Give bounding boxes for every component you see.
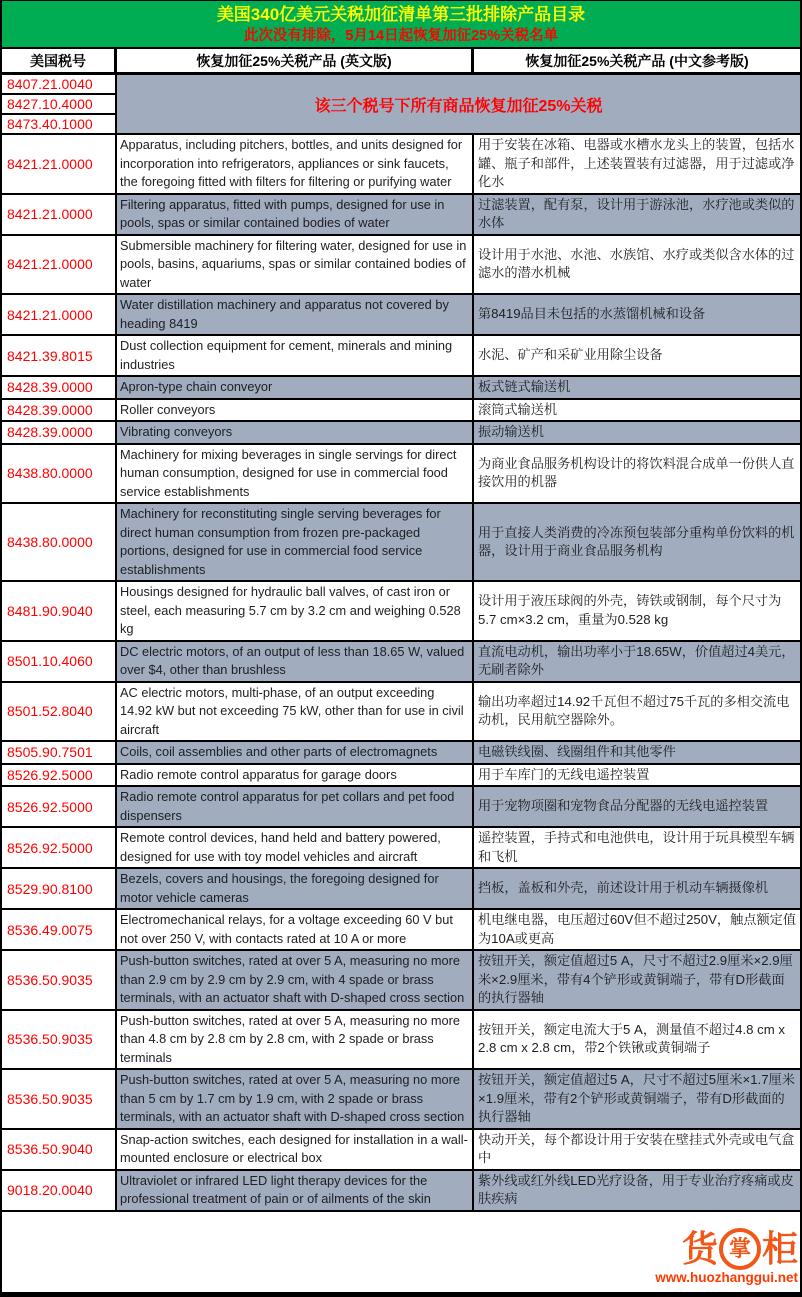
row-desc-english: Push-button switches, rated at over 5 A, measuring no more than 5 cm by 1.7 cm by 1.9 cm, with 2 spade or brass terminals, with an actuator shaft with D-shaped cross section bbox=[117, 1070, 474, 1128]
huozhanggui-watermark bbox=[655, 1228, 798, 1286]
column-header-chinese: 恢复加征25%关税产品 (中文参考版) bbox=[525, 52, 749, 69]
row-desc-english: Apparatus, including pitchers, bottles, and units designed for incorporation into refrigerators, appliances or sink faucets, the foregoing fitted with filters for filtering or purifying water bbox=[117, 135, 474, 193]
row-tariff-code: 8481.90.9040 bbox=[2, 582, 117, 640]
row-desc-english: Ultraviolet or infrared LED light therapy devices for the professional treatment of pain or of ailments of the skin bbox=[117, 1171, 474, 1210]
row-desc-english: Vibrating conveyors bbox=[117, 422, 474, 443]
table-row bbox=[2, 400, 800, 423]
row-tariff-code: 8529.90.8100 bbox=[2, 869, 117, 908]
table-row bbox=[2, 195, 800, 236]
table-row bbox=[2, 1011, 800, 1071]
brand-char: 货 bbox=[681, 1228, 718, 1269]
row-desc-chinese: 直流电动机，输出功率小于18.65W，价值超过4美元，无刷者除外 bbox=[474, 642, 800, 681]
row-tariff-code: 8428.39.0000 bbox=[2, 400, 117, 421]
table-row bbox=[2, 951, 800, 1011]
brand-char: 掌 bbox=[728, 1236, 751, 1261]
row-tariff-code: 8536.50.9040 bbox=[2, 1130, 117, 1169]
tariff-code: 8427.10.4000 bbox=[2, 95, 115, 115]
table-row bbox=[2, 336, 800, 377]
banner-subtitle: 此次没有排除，5月14日起恢复加征25%关税名单 bbox=[243, 27, 559, 44]
table-row bbox=[2, 582, 800, 642]
row-desc-english: Snap-action switches, each designed for installation in a wall-mounted enclosure or electrical box bbox=[117, 1130, 474, 1169]
row-desc-chinese: 用于直接人类消费的冷冻预包装部分重构单份饮料的机器，设计用于商业食品服务机构 bbox=[474, 504, 800, 580]
row-tariff-code: 9018.20.0040 bbox=[2, 1171, 117, 1210]
brand-logo bbox=[655, 1228, 798, 1270]
table-row bbox=[2, 377, 800, 400]
row-desc-english: Water distillation machinery and apparatus not covered by heading 8419 bbox=[117, 295, 474, 334]
row-tariff-code: 8421.21.0000 bbox=[2, 295, 117, 334]
row-desc-chinese: 输出功率超过14.92千瓦但不超过75千瓦的多相交流电动机，民用航空器除外。 bbox=[478, 693, 790, 728]
row-desc-chinese: 紫外线或红外线LED光疗设备，用于专业治疗疼痛或皮肤疾病 bbox=[474, 1171, 800, 1210]
row-desc-english: Submersible machinery for filtering water, designed for use in pools, basins, aquariums, spas or similar contained bodies of water bbox=[117, 236, 474, 294]
column-header-code: 美国税号 bbox=[2, 49, 117, 72]
row-desc-chinese: 机电继电器，电压超过60V但不超过250V，触点额定值为10A或更高 bbox=[478, 912, 797, 946]
row-desc-english: Machinery for reconstituting single serving beverages for direct human consumption from frozen pre-packaged portions, designed for use in commercial food service establishments bbox=[117, 504, 474, 580]
row-tariff-code: 8421.21.0000 bbox=[2, 195, 117, 234]
table-row bbox=[2, 869, 800, 910]
table-row bbox=[2, 1171, 800, 1212]
table-row bbox=[2, 642, 800, 683]
row-desc-english: AC electric motors, multi-phase, of an output exceeding 14.92 kW but not exceeding 75 kW, other than for use in civil aircraft bbox=[117, 683, 474, 741]
brand-char: 柜 bbox=[761, 1228, 798, 1269]
table-row bbox=[2, 1130, 800, 1171]
row-desc-english: Coils, coil assemblies and other parts of electromagnets bbox=[117, 742, 474, 763]
row-desc-chinese: 用于安装在冰箱、电器或水槽水龙头上的装置，包括水罐、瓶子和部件，上述装置装有过滤器，用于过滤或净化水 bbox=[478, 137, 795, 189]
row-desc-chinese: 过滤装置，配有泵，设计用于游泳池，水疗池或类似的水体 bbox=[474, 195, 800, 234]
banner bbox=[2, 0, 800, 47]
table-row bbox=[2, 765, 800, 788]
row-desc-english: Push-button switches, rated at over 5 A, measuring no more than 4.8 cm by 2.8 cm by 2.8 cm, with 2 spade or brass terminals bbox=[117, 1011, 474, 1069]
row-desc-chinese: 为商业食品服务机构设计的将饮料混合成单一份供人直接饮用的机器 bbox=[478, 455, 795, 490]
row-tariff-code: 8526.92.5000 bbox=[2, 828, 117, 867]
row-tariff-code: 8536.49.0075 bbox=[2, 910, 117, 949]
brand-seal-icon bbox=[719, 1228, 761, 1270]
row-desc-chinese: 快动开关，每个都设计用于安装在壁挂式外壳或电气盒中 bbox=[478, 1131, 795, 1165]
row-tariff-code: 8536.50.9035 bbox=[2, 1011, 117, 1069]
table-row bbox=[2, 135, 800, 195]
row-desc-english: DC electric motors, of an output of less than 18.65 W, valued over $4, other than brushless bbox=[117, 642, 474, 681]
table-header-row bbox=[2, 47, 800, 75]
tariff-code: 8407.21.0040 bbox=[2, 75, 115, 95]
row-tariff-code: 8501.52.8040 bbox=[2, 683, 117, 741]
table-row bbox=[2, 422, 800, 445]
table-row bbox=[2, 742, 800, 765]
row-desc-english: Electromechanical relays, for a voltage exceeding 60 V but not over 250 V, with contacts rated at 10 A or more bbox=[117, 910, 474, 949]
row-tariff-code: 8526.92.5000 bbox=[2, 765, 117, 786]
row-tariff-code: 8501.10.4060 bbox=[2, 642, 117, 681]
row-desc-chinese: 按钮开关，额定值超过5 A，尺寸不超过5厘米×1.7厘米×1.9厘米，带有2个铲形或黄铜端子，带有D形截面的执行器轴 bbox=[474, 1070, 800, 1128]
row-desc-chinese: 设计用于水池、水池、水族馆、水疗或类似含水体的过滤水的潜水机械 bbox=[478, 246, 795, 281]
row-desc-english: Radio remote control apparatus for pet collars and pet food dispensers bbox=[117, 787, 474, 826]
row-desc-chinese: 板式链式输送机 bbox=[474, 377, 800, 398]
row-tariff-code: 8421.39.8015 bbox=[2, 336, 117, 375]
merged-codes-column bbox=[2, 75, 117, 133]
row-desc-chinese: 用于宠物项圈和宠物食品分配器的无线电遥控装置 bbox=[474, 787, 800, 826]
merged-note: 该三个税号下所有商品恢复加征25%关税 bbox=[117, 75, 800, 133]
row-desc-chinese: 遥控装置，手持式和电池供电，设计用于玩具模型车辆和飞机 bbox=[478, 830, 795, 864]
column-header-english: 恢复加征25%关税产品 (英文版) bbox=[117, 49, 474, 72]
row-desc-chinese: 电磁铁线圈、线圈组件和其他零件 bbox=[474, 742, 800, 763]
row-desc-chinese: 按钮开关，额定值超过5 A，尺寸不超过2.9厘米×2.9厘米×2.9厘米，带有4个铲形或黄铜端子，带有D形截面的执行器轴 bbox=[474, 951, 800, 1009]
row-desc-english: Dust collection equipment for cement, minerals and mining industries bbox=[117, 336, 474, 375]
row-tariff-code: 8536.50.9035 bbox=[2, 1070, 117, 1128]
row-desc-english: Bezels, covers and housings, the foregoing designed for motor vehicle cameras bbox=[117, 869, 474, 908]
row-desc-english: Push-button switches, rated at over 5 A, measuring no more than 2.9 cm by 2.9 cm by 2.9 cm, with 4 spade or brass terminals, with an actuator shaft with D-shaped cross section bbox=[117, 951, 474, 1009]
row-desc-chinese: 挡板，盖板和外壳，前述设计用于机动车辆摄像机 bbox=[474, 869, 800, 908]
table-row bbox=[2, 236, 800, 296]
row-tariff-code: 8526.92.5000 bbox=[2, 787, 117, 826]
row-tariff-code: 8536.50.9035 bbox=[2, 951, 117, 1009]
row-desc-english: Apron-type chain conveyor bbox=[117, 377, 474, 398]
row-desc-english: Radio remote control apparatus for garage doors bbox=[117, 765, 474, 786]
row-desc-english: Housings designed for hydraulic ball valves, of cast iron or steel, each measuring 5.7 cm by 3.2 cm and weighing 0.528 kg bbox=[117, 582, 474, 640]
row-desc-english: Roller conveyors bbox=[117, 400, 474, 421]
watermark-url: www.huozhanggui.net bbox=[655, 1270, 798, 1285]
table-body bbox=[2, 135, 800, 1212]
table-row bbox=[2, 504, 800, 582]
table-row bbox=[2, 683, 800, 743]
row-tariff-code: 8438.80.0000 bbox=[2, 504, 117, 580]
row-tariff-code: 8428.39.0000 bbox=[2, 377, 117, 398]
row-tariff-code: 8438.80.0000 bbox=[2, 445, 117, 503]
row-desc-chinese: 第8419品目未包括的水蒸馏机械和设备 bbox=[474, 295, 800, 334]
table-row bbox=[2, 445, 800, 505]
row-desc-english: Remote control devices, hand held and battery powered, designed for use with toy model vehicles and aircraft bbox=[117, 828, 474, 867]
table-row bbox=[2, 828, 800, 869]
banner-title: 美国340亿美元关税加征清单第三批排除产品目录 bbox=[216, 4, 586, 24]
row-tariff-code: 8428.39.0000 bbox=[2, 422, 117, 443]
tariff-code: 8473.40.1000 bbox=[7, 116, 93, 132]
table-row bbox=[2, 1070, 800, 1130]
row-desc-chinese: 按钮开关，额定电流大于5 A，测量值不超过4.8 cm x 2.8 cm x 2.8 cm，带2个铁锹或黄铜端子 bbox=[478, 1021, 786, 1056]
table-row bbox=[2, 910, 800, 951]
table-row bbox=[2, 787, 800, 828]
row-tariff-code: 8505.90.7501 bbox=[2, 742, 117, 763]
row-tariff-code: 8421.21.0000 bbox=[2, 135, 117, 193]
merged-note-row bbox=[2, 75, 800, 135]
row-desc-chinese: 水泥、矿产和采矿业用除尘设备 bbox=[478, 347, 663, 363]
row-desc-chinese: 用于车库门的无线电遥控装置 bbox=[478, 766, 650, 782]
row-desc-chinese: 滚筒式输送机 bbox=[478, 401, 558, 417]
row-tariff-code: 8421.21.0000 bbox=[2, 236, 117, 294]
table-row bbox=[2, 295, 800, 336]
row-desc-english: Filtering apparatus, fitted with pumps, designed for use in pools, spas or similar contained bodies of water bbox=[117, 195, 474, 234]
row-desc-chinese: 振动输送机 bbox=[474, 422, 800, 443]
row-desc-english: Machinery for mixing beverages in single servings for direct human consumption, designed for use in commercial food service establishments bbox=[117, 445, 474, 503]
row-desc-chinese: 设计用于液压球阀的外壳，铸铁或钢制，每个尺寸为5.7 cm×3.2 cm，重量为0.528 kg bbox=[478, 593, 782, 627]
